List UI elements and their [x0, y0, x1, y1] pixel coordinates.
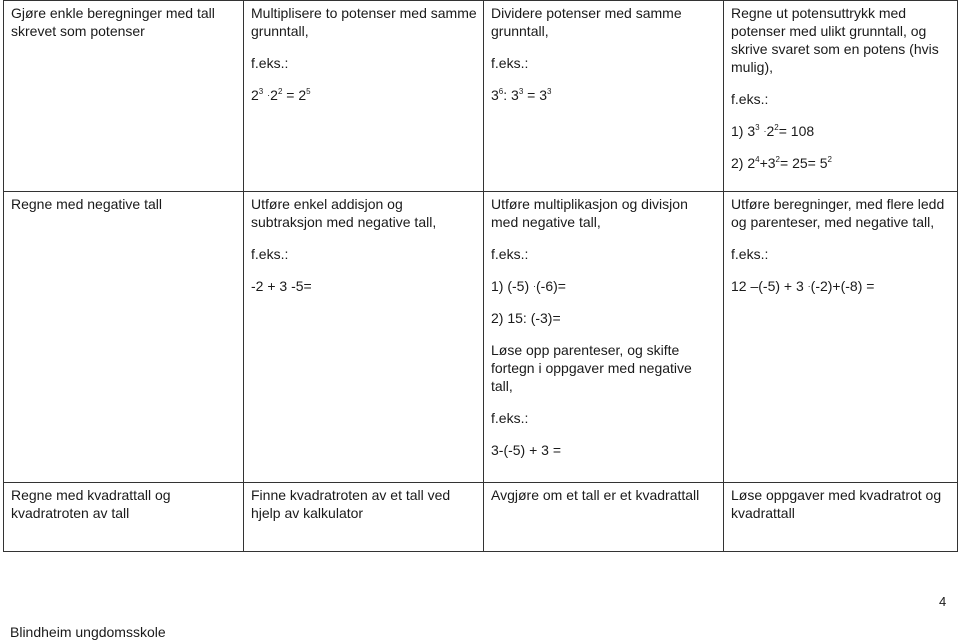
goal-text: Multiplisere to potenser med samme grunntall, — [251, 5, 477, 39]
example-expression: 1) (-5) ·(-6)= — [491, 278, 566, 294]
example-label: f.eks.: — [491, 410, 529, 426]
goal-cell — [724, 483, 958, 552]
table-row — [4, 1, 958, 192]
goal-cell — [244, 483, 484, 552]
goal-text: Løse oppgaver med kvadratrot og kvadrattall — [731, 487, 942, 521]
example-label: f.eks.: — [491, 246, 529, 262]
topic-cell — [4, 1, 244, 192]
example-expression: 2) $2^4+3^2= 25= 5^2$ — [731, 155, 832, 171]
example-expression: -2 + 3 -5= — [251, 278, 312, 294]
goal-text: Finne kvadratroten av et tall ved hjelp av kalkulator — [251, 487, 451, 521]
goal-cell — [724, 192, 958, 483]
topic-text: Regne med kvadrattall og kvadratroten av tall — [11, 487, 171, 521]
example-expression: 2) 15: (-3)= — [491, 310, 561, 326]
example-expression: 1) $3^3 \cdot 2^2= 108$ — [731, 123, 815, 139]
example-expression: 12 –(-5) + 3 ·(-2)+(-8) = — [731, 278, 875, 294]
example-expression: $3^6$: $3^3 = 3^3$ — [491, 87, 552, 103]
goal-cell — [484, 192, 724, 483]
goal-cell — [484, 483, 724, 552]
goal-cell — [244, 192, 484, 483]
table-row — [4, 192, 958, 483]
competence-table — [3, 0, 958, 552]
page-number: 4 — [939, 594, 947, 609]
topic-text: Gjøre enkle beregninger med tall skrevet som potenser — [11, 5, 215, 39]
goal-text: Utføre beregninger, med flere ledd og parenteser, med negative tall, — [731, 196, 945, 230]
topic-text: Regne med negative tall — [11, 196, 162, 212]
goal-text: Avgjøre om et tall er et kvadrattall — [491, 487, 700, 503]
example-label: f.eks.: — [251, 246, 289, 262]
example-label: f.eks.: — [491, 55, 529, 71]
example-label: f.eks.: — [731, 91, 769, 107]
footer-school-name: Blindheim ungdomsskole — [10, 624, 166, 640]
table-row — [4, 483, 958, 552]
example-label: f.eks.: — [251, 55, 289, 71]
example-label: f.eks.: — [731, 246, 769, 262]
goal-cell — [244, 1, 484, 192]
topic-cell — [4, 192, 244, 483]
goal-text: Løse opp parenteser, og skifte fortegn i oppgaver med negative tall, — [491, 342, 692, 394]
goal-text: Utføre multiplikasjon og divisjon med negative tall, — [491, 196, 688, 230]
goal-text: Dividere potenser med samme grunntall, — [491, 5, 682, 39]
goal-text: Utføre enkel addisjon og subtraksjon med negative tall, — [251, 196, 437, 230]
goal-text: Regne ut potensuttrykk med potenser med ulikt grunntall, og skrive svaret som en potens (hvis mulig), — [731, 5, 939, 75]
goal-cell — [724, 1, 958, 192]
example-expression: 3-(-5) + 3 = — [491, 442, 562, 458]
goal-cell — [484, 1, 724, 192]
topic-cell — [4, 483, 244, 552]
example-expression: $2^3 \cdot 2^2 = 2^5$ — [251, 87, 311, 103]
